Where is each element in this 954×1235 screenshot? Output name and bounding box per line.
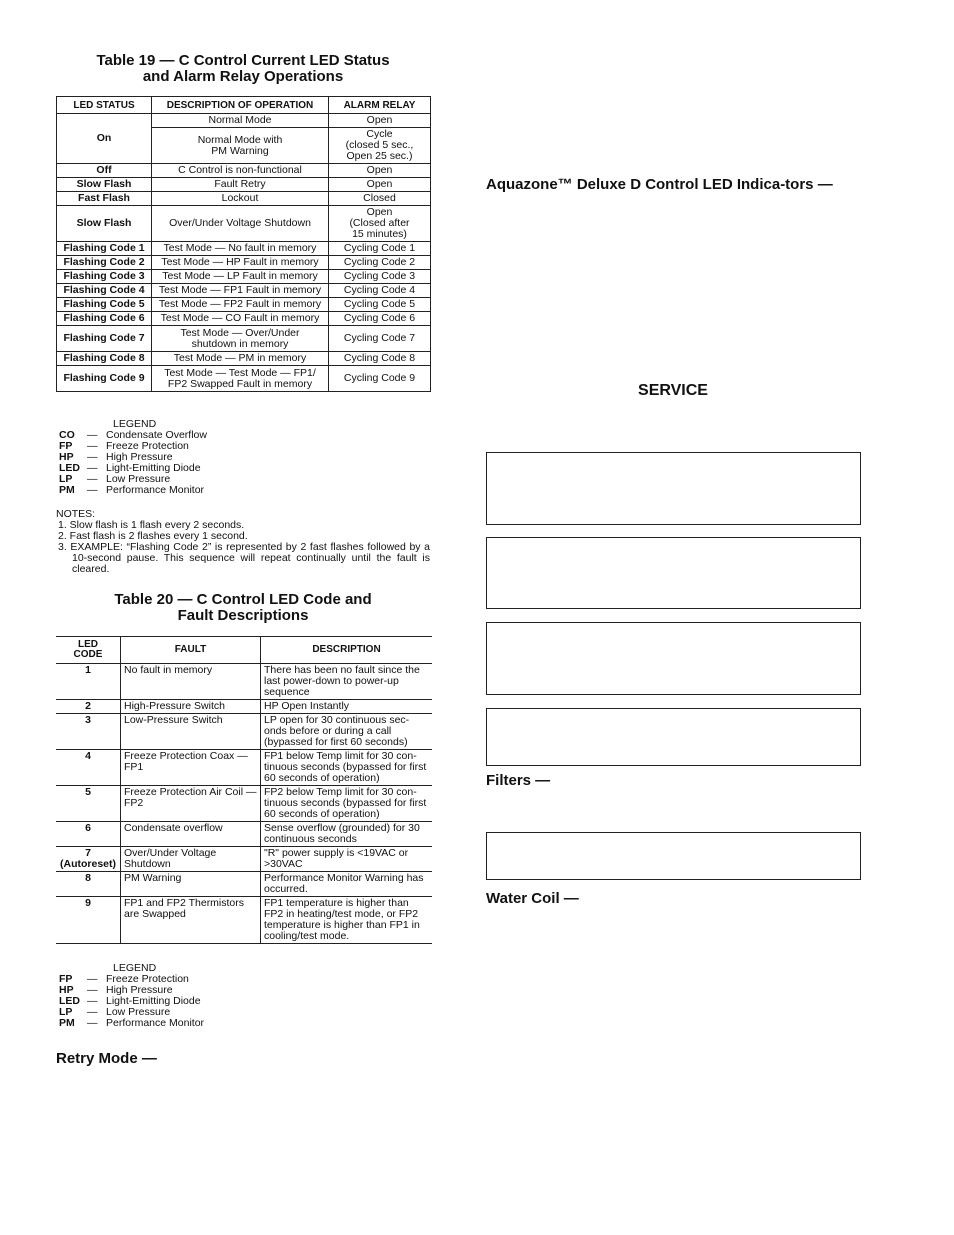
legend-abbr: HP — [59, 984, 74, 996]
led-status-cell: Flashing Code 3 — [57, 270, 152, 284]
description-cell — [152, 326, 329, 352]
cell-line: Normal Mode — [208, 114, 272, 126]
water-coil-heading: Water Coil — — [486, 890, 579, 907]
legend-row — [59, 485, 359, 496]
cell-line: Over/Under Voltage Shutdown — [169, 217, 311, 229]
table19-title — [56, 53, 430, 85]
led-code-cell — [56, 786, 121, 822]
legend-dash: — — [87, 1006, 98, 1018]
led-code-fault-table — [56, 636, 432, 944]
led-status-cell: Off — [57, 164, 152, 178]
legend-abbr: LP — [59, 473, 73, 485]
table20-row — [56, 847, 432, 872]
content-box-3 — [486, 622, 861, 695]
table19-row — [57, 192, 431, 206]
alarm-relay-cell — [329, 242, 431, 256]
led-status-cell: Flashing Code 8 — [57, 352, 152, 366]
content-box-1 — [486, 452, 861, 525]
table19-row — [57, 256, 431, 270]
cell-line: Test Mode — FP2 Fault in memory — [158, 298, 322, 310]
cell-line: Open — [366, 206, 393, 218]
aquazone-heading: Aquazone™ Deluxe D Control LED Indica-tors — — [486, 176, 833, 193]
legend-abbr: LED — [59, 995, 80, 1007]
legend-abbr: CO — [59, 429, 75, 441]
cell-line: 7 — [85, 847, 91, 859]
cell-line: Test Mode — Test Mode — FP1/ — [164, 366, 316, 379]
legend-meaning: Low Pressure — [106, 473, 171, 485]
cell-line: (closed 5 sec., — [345, 139, 414, 151]
description-cell — [152, 178, 329, 192]
legend-row — [59, 1018, 359, 1029]
led-code-cell — [56, 822, 121, 847]
cell-line: 2 — [85, 700, 91, 712]
fault-cell: Freeze Protection Coax — FP1 — [121, 750, 261, 786]
content-box-2 — [486, 537, 861, 609]
cell-line: 4 — [85, 750, 91, 762]
table20-header-row — [56, 637, 432, 664]
alarm-relay-cell — [329, 270, 431, 284]
description-cell — [152, 114, 329, 128]
alarm-relay-cell — [329, 326, 431, 352]
fault-description-cell: HP Open Instantly — [261, 700, 433, 714]
table20-row — [56, 664, 432, 700]
legend-abbr: HP — [59, 451, 74, 463]
table19-row — [57, 206, 431, 242]
cell-line: shutdown in memory — [191, 337, 289, 350]
table19-row — [57, 352, 431, 366]
legend-meaning: High Pressure — [106, 451, 173, 463]
cell-line: Normal Mode with — [197, 133, 283, 146]
header-fault-description: DESCRIPTION — [261, 637, 433, 664]
cell-line: Cycling Code 9 — [343, 372, 416, 384]
description-cell — [152, 164, 329, 178]
cell-line: Test Mode — Over/Under — [180, 326, 300, 339]
table19-row — [57, 164, 431, 178]
filters-heading: Filters — — [486, 772, 551, 789]
fault-cell: FP1 and FP2 Thermistors are Swapped — [121, 897, 261, 944]
legend-row — [59, 430, 359, 441]
note-item: 3. EXAMPLE: “Flashing Code 2” is represented by 2 fast flashes followed by a 10-second pause. This sequence will repeat continually until the fault is cleared. — [58, 541, 430, 575]
table20-row — [56, 872, 432, 897]
fault-description-cell: Sense overflow (grounded) for 30 continuous seconds — [261, 822, 433, 847]
service-heading: SERVICE — [638, 382, 708, 399]
legend-dash: — — [87, 462, 98, 474]
legend-dash: — — [87, 451, 98, 463]
legend-dash: — — [87, 984, 98, 996]
fault-cell: No fault in memory — [121, 664, 261, 700]
description-cell — [152, 242, 329, 256]
legend-row — [59, 974, 359, 985]
cell-line: 8 — [85, 872, 91, 884]
fault-description-cell: "R" power supply is <19VAC or >30VAC — [261, 847, 433, 872]
table19-row — [57, 326, 431, 352]
legend-row — [59, 985, 359, 996]
led-status-cell: Flashing Code 1 — [57, 242, 152, 256]
cell-line: Cycling Code 5 — [343, 298, 416, 310]
table20-title-line1: Table 20 — C Control LED Code and — [114, 591, 372, 608]
fault-cell: High-Pressure Switch — [121, 700, 261, 714]
alarm-relay-cell — [329, 298, 431, 312]
description-cell — [152, 206, 329, 242]
cell-line: (Closed after — [349, 217, 410, 229]
cell-line: Cycling Code 2 — [343, 256, 416, 268]
cell-line: Cycling Code 8 — [343, 352, 416, 364]
legend-abbr: LED — [59, 462, 80, 474]
content-box-4 — [486, 708, 861, 766]
fault-cell: Over/Under Voltage Shutdown — [121, 847, 261, 872]
cell-line: PM Warning — [211, 144, 269, 157]
table19-legend — [59, 419, 359, 496]
fault-cell: Low-Pressure Switch — [121, 714, 261, 750]
led-status-cell: Fast Flash — [57, 192, 152, 206]
cell-line: Test Mode — HP Fault in memory — [161, 256, 319, 268]
table19-row — [57, 312, 431, 326]
description-cell — [152, 312, 329, 326]
fault-description-cell: There has been no fault since the last power-down to power-up sequence — [261, 664, 433, 700]
legend-title: LEGEND — [113, 418, 157, 430]
legend-abbr: FP — [59, 440, 73, 452]
legend-row — [59, 996, 359, 1007]
cell-line: (Autoreset) — [59, 858, 116, 870]
legend-dash: — — [87, 484, 98, 496]
note-item: 1. Slow flash is 1 flash every 2 seconds. — [58, 519, 245, 531]
table20-row — [56, 897, 432, 944]
alarm-relay-cell — [329, 192, 431, 206]
description-cell — [152, 128, 329, 164]
table19-title-line2: and Alarm Relay Operations — [142, 68, 344, 85]
legend-meaning: Freeze Protection — [106, 440, 189, 452]
cell-line: Open 25 sec.) — [346, 150, 413, 162]
led-status-cell: Flashing Code 5 — [57, 298, 152, 312]
legend-dash: — — [87, 973, 98, 985]
table20-row — [56, 822, 432, 847]
legend-dash: — — [87, 473, 98, 485]
table19-row — [57, 270, 431, 284]
cell-line: C Control is non-functional — [178, 164, 302, 176]
legend-dash: — — [87, 429, 98, 441]
header-description: DESCRIPTION OF OPERATION — [152, 97, 329, 114]
alarm-relay-cell — [329, 164, 431, 178]
led-code-cell — [56, 664, 121, 700]
description-cell — [152, 352, 329, 366]
description-cell — [152, 366, 329, 392]
legend-row — [59, 452, 359, 463]
led-code-cell — [56, 897, 121, 944]
led-code-cell — [56, 714, 121, 750]
legend-row — [59, 441, 359, 452]
retry-mode-heading: Retry Mode — — [56, 1050, 157, 1067]
led-status-cell: Flashing Code 4 — [57, 284, 152, 298]
fault-description-cell: LP open for 30 continuous sec-onds before or during a call (bypassed for first 60 seconds) — [261, 714, 433, 750]
fault-cell: PM Warning — [121, 872, 261, 897]
fault-cell: Condensate overflow — [121, 822, 261, 847]
table19-row — [57, 366, 431, 392]
header-fault: FAULT — [121, 637, 261, 664]
description-cell — [152, 298, 329, 312]
cell-line: Cycling Code 4 — [343, 284, 416, 296]
led-code-cell — [56, 750, 121, 786]
alarm-relay-cell — [329, 256, 431, 270]
cell-line: 6 — [85, 822, 91, 834]
led-code-cell — [56, 700, 121, 714]
header-alarm-relay: ALARM RELAY — [329, 97, 431, 114]
legend-meaning: Performance Monitor — [106, 1017, 205, 1029]
led-status-cell: Slow Flash — [57, 178, 152, 192]
note-item: 2. Fast flash is 2 flashes every 1 second. — [58, 530, 248, 542]
table19-row — [57, 242, 431, 256]
led-code-cell — [56, 847, 121, 872]
table20-row — [56, 700, 432, 714]
led-status-table — [56, 96, 431, 392]
cell-line: Test Mode — FP1 Fault in memory — [158, 284, 322, 296]
led-status-cell: Flashing Code 7 — [57, 326, 152, 352]
fault-description-cell: FP1 temperature is higher than FP2 in heating/test mode, or FP2 temperature is higher than FP1 in cooling/test mode. — [261, 897, 433, 944]
legend-meaning: Performance Monitor — [106, 484, 205, 496]
cell-line: Lockout — [221, 192, 259, 204]
description-cell — [152, 256, 329, 270]
cell-line: Cycling Code 7 — [343, 332, 416, 344]
legend-row — [59, 463, 359, 474]
legend-dash: — — [87, 440, 98, 452]
table19-row — [57, 284, 431, 298]
cell-line: Cycling Code 3 — [343, 270, 416, 282]
table20-row — [56, 786, 432, 822]
table20-row — [56, 714, 432, 750]
fault-cell: Freeze Protection Air Coil — FP2 — [121, 786, 261, 822]
led-code-cell — [56, 872, 121, 897]
legend-abbr: PM — [59, 1017, 75, 1029]
table19-notes — [56, 509, 430, 575]
alarm-relay-cell — [329, 206, 431, 242]
description-cell — [152, 284, 329, 298]
legend-row — [59, 1007, 359, 1018]
table19-row — [57, 298, 431, 312]
cell-line: Cycling Code 1 — [343, 242, 416, 254]
table19-row — [57, 178, 431, 192]
notes-title: NOTES: — [56, 508, 96, 520]
led-status-cell: On — [57, 114, 152, 164]
alarm-relay-cell — [329, 178, 431, 192]
alarm-relay-cell — [329, 352, 431, 366]
cell-line: Test Mode — CO Fault in memory — [160, 312, 320, 324]
cell-line: 9 — [85, 897, 91, 909]
alarm-relay-cell — [329, 114, 431, 128]
cell-line: Closed — [363, 192, 396, 204]
table20-legend — [59, 963, 359, 1029]
alarm-relay-cell — [329, 128, 431, 164]
description-cell — [152, 192, 329, 206]
legend-dash: — — [87, 1017, 98, 1029]
led-status-cell: Flashing Code 6 — [57, 312, 152, 326]
cell-line: Fault Retry — [214, 178, 266, 190]
header-led-code: LED CODE — [56, 637, 121, 664]
description-cell — [152, 270, 329, 284]
alarm-relay-cell — [329, 366, 431, 392]
content-box-5 — [486, 832, 861, 880]
fault-description-cell: FP1 below Temp limit for 30 con-tinuous seconds (bypassed for first 60 seconds of operation) — [261, 750, 433, 786]
cell-line: Test Mode — PM in memory — [173, 352, 307, 364]
table20-title-line2: Fault Descriptions — [177, 607, 309, 624]
legend-abbr: LP — [59, 1006, 73, 1018]
cell-line: Cycle — [366, 128, 393, 140]
cell-line: Cycling Code 6 — [343, 312, 416, 324]
cell-line: FP2 Swapped Fault in memory — [167, 377, 313, 390]
legend-meaning: Freeze Protection — [106, 973, 189, 985]
cell-line: Open — [366, 178, 393, 190]
fault-description-cell: Performance Monitor Warning has occurred. — [261, 872, 433, 897]
legend-meaning: High Pressure — [106, 984, 173, 996]
alarm-relay-cell — [329, 284, 431, 298]
table20-row — [56, 750, 432, 786]
alarm-relay-cell — [329, 312, 431, 326]
legend-dash: — — [87, 995, 98, 1007]
led-status-cell: Slow Flash — [57, 206, 152, 242]
legend-meaning: Light-Emitting Diode — [106, 462, 201, 474]
table20-title — [56, 592, 430, 624]
table19-header-row — [57, 97, 431, 114]
table19-row — [57, 114, 431, 128]
legend-title: LEGEND — [113, 962, 157, 974]
cell-line: 1 — [85, 664, 91, 676]
cell-line: Test Mode — No fault in memory — [163, 242, 317, 254]
legend-meaning: Condensate Overflow — [106, 429, 207, 441]
cell-line: Open — [366, 164, 393, 176]
header-led-status: LED STATUS — [57, 97, 152, 114]
table19-title-line1: Table 19 — C Control Current LED Status — [96, 52, 390, 69]
cell-line: 15 minutes) — [352, 228, 407, 240]
cell-line: 5 — [85, 786, 91, 798]
led-status-cell: Flashing Code 9 — [57, 366, 152, 392]
legend-row — [59, 474, 359, 485]
legend-abbr: FP — [59, 973, 73, 985]
fault-description-cell: FP2 below Temp limit for 30 con-tinuous seconds (bypassed for first 60 seconds of operation) — [261, 786, 433, 822]
cell-line: 3 — [85, 714, 91, 726]
led-status-cell: Flashing Code 2 — [57, 256, 152, 270]
legend-meaning: Light-Emitting Diode — [106, 995, 201, 1007]
legend-meaning: Low Pressure — [106, 1006, 171, 1018]
legend-abbr: PM — [59, 484, 75, 496]
cell-line: Test Mode — LP Fault in memory — [162, 270, 318, 282]
cell-line: Open — [366, 114, 393, 126]
